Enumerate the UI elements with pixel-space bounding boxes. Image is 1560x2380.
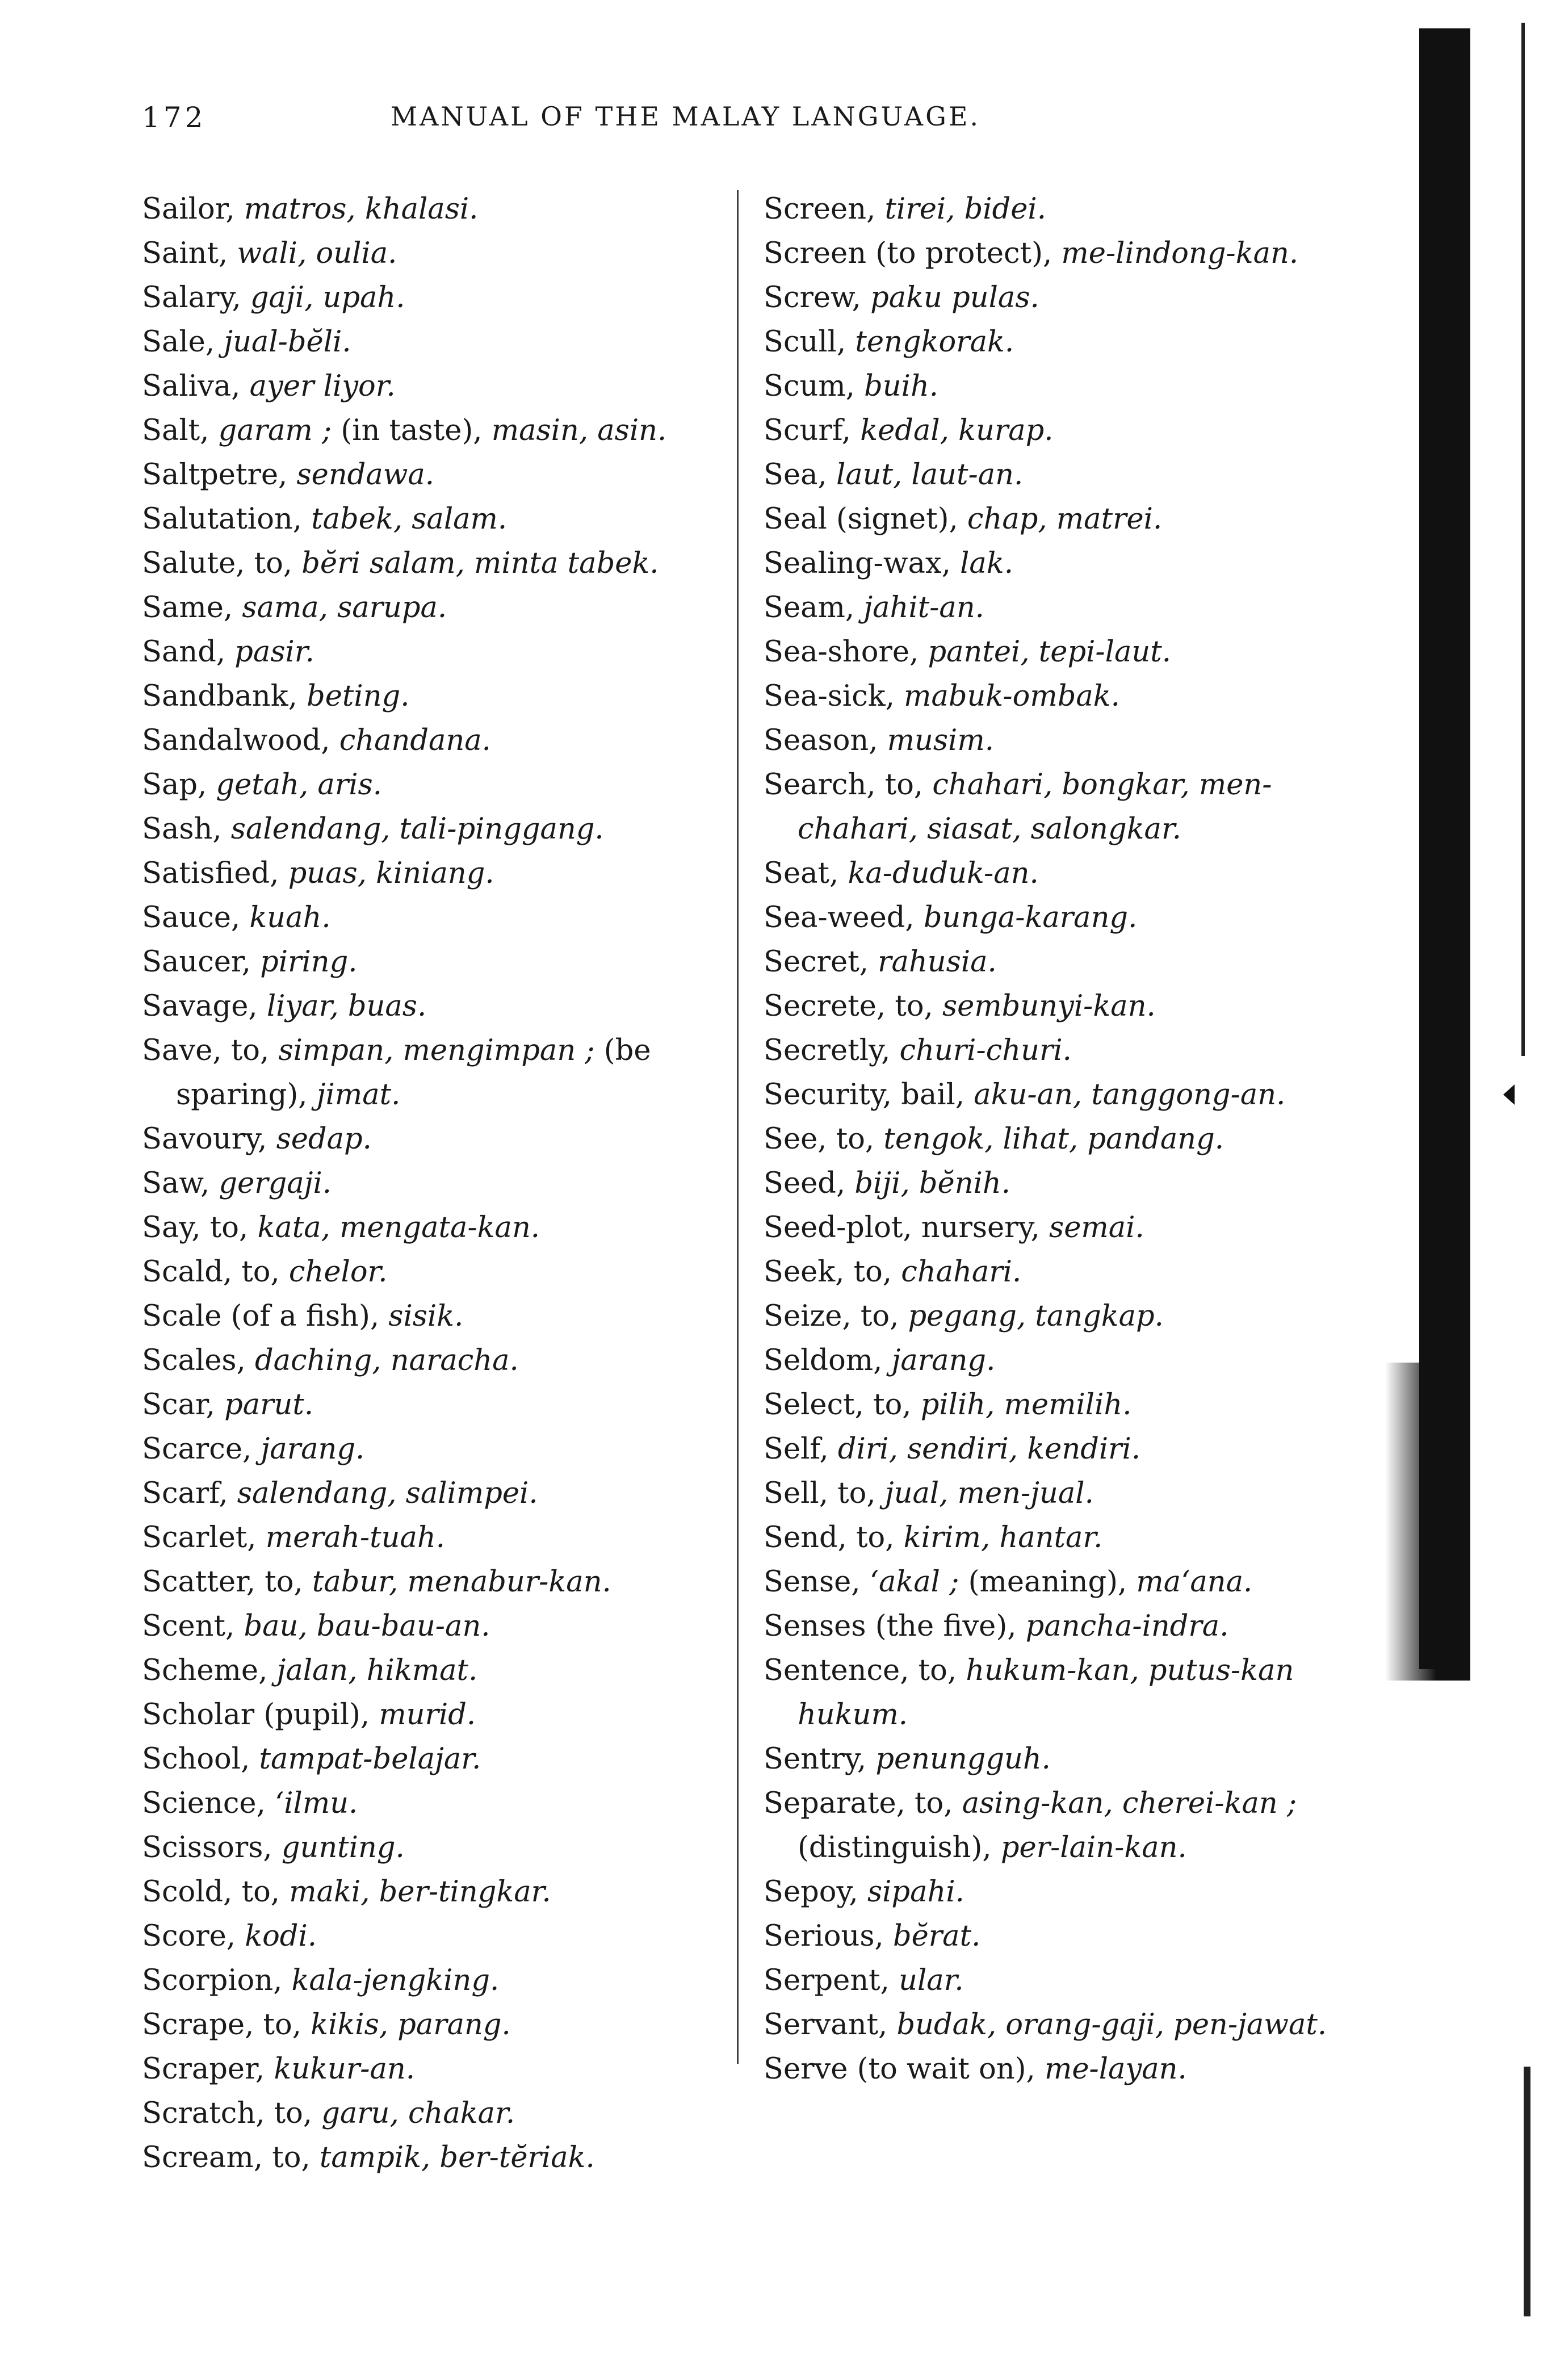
entry-headword: Say, to, [142, 1211, 258, 1245]
dictionary-entry [764, 1604, 1337, 1649]
entry-translation: tampik, ber-tĕriak. [319, 2141, 595, 2174]
entry-translation: musim. [887, 724, 994, 757]
entry-translation: maki, ber-tingkar. [289, 1875, 551, 1909]
entry-translation: jual, men-jual. [884, 1477, 1094, 1510]
entry-translation: bĕri salam, minta tabek. [301, 547, 659, 580]
entry-headword: Separate, to, [764, 1787, 962, 1820]
dictionary-entry [142, 320, 715, 364]
dictionary-entry [142, 1339, 715, 1383]
dictionary-entry [764, 1737, 1337, 1782]
dictionary-entry [764, 1073, 1337, 1117]
dictionary-entry [764, 1294, 1337, 1339]
dictionary-entry [142, 453, 715, 497]
entry-translation: pancha-indra. [1025, 1610, 1229, 1643]
entry-translation: bĕrat. [892, 1920, 981, 1953]
entry-headword: Scull, [764, 325, 856, 359]
entry-headword: Seed, [764, 1167, 855, 1200]
dictionary-entry [764, 1560, 1337, 1604]
entry-headword: Scales, [142, 1344, 255, 1377]
entry-translation: parut. [224, 1388, 314, 1422]
entry-translation: kuah. [249, 901, 331, 935]
page-edge-line-lower [1524, 2067, 1530, 2316]
entry-headword: Sell, to, [764, 1477, 885, 1510]
entry-headword: Savoury, [142, 1122, 276, 1156]
entry-headword: Select, to, [764, 1388, 921, 1422]
entry-headword: Satisfied, [142, 857, 288, 890]
entry-headword: Scheme, [142, 1654, 277, 1687]
entry-translation: ular. [899, 1964, 964, 1997]
entry-translation: garu, chakar. [321, 2097, 515, 2130]
entry-headword: Scorpion, [142, 1964, 292, 1997]
entry-headword: Scarf, [142, 1477, 237, 1510]
entry-headword: Seize, to, [764, 1300, 908, 1333]
entry-translation: matros, khalasi. [244, 192, 479, 226]
entry-headword: Savage, [142, 990, 267, 1023]
dictionary-entry [764, 1782, 1337, 1870]
entry-headword: Scraper, [142, 2052, 274, 2086]
column-divider [737, 190, 739, 2064]
entry-translation: gergaji. [219, 1167, 332, 1200]
entry-translation: salendang, salimpei. [237, 1477, 538, 1510]
entry-headword: Seldom, [764, 1344, 892, 1377]
entry-translation: buih. [864, 370, 939, 403]
entry-translation: tabek, salam. [311, 502, 508, 536]
dictionary-entry [764, 586, 1337, 630]
entry-headword: Scarlet, [142, 1521, 266, 1554]
dictionary-entry [142, 1117, 715, 1162]
entry-translation: kukur-an. [274, 2052, 415, 2086]
entry-headword: Sepoy, [764, 1875, 867, 1909]
entry-translation: sendawa. [296, 458, 434, 492]
entry-headword: Scissors, [142, 1831, 282, 1864]
dictionary-entry [142, 1959, 715, 2003]
entry-translation: maʻana. [1136, 1565, 1253, 1599]
dictionary-entry [764, 2003, 1337, 2047]
entry-headword: Saint, [142, 237, 237, 270]
entry-translation: daching, naracha. [255, 1344, 519, 1377]
entry-headword: Sealing-wax, [764, 547, 961, 580]
entry-headword: Seal (signet), [764, 502, 967, 536]
entry-headword: Scholar (pupil), [142, 1698, 379, 1732]
entry-translation: bau, bau-bau-an. [244, 1610, 490, 1643]
entry-translation: paku pulas. [870, 281, 1039, 315]
entry-translation: jalan, hikmat. [276, 1654, 478, 1687]
left-column [142, 187, 715, 2180]
entry-translation: jahit-an. [863, 591, 984, 625]
entry-translation: chelor. [288, 1255, 388, 1289]
dictionary-entry [142, 1250, 715, 1294]
entry-translation: sembunyi-kan. [942, 990, 1156, 1023]
entry-translation: semai. [1049, 1211, 1144, 1245]
entry-headword: Search, to, [764, 768, 933, 802]
entry-translation: getah, aris. [216, 768, 382, 802]
dictionary-entry [142, 1782, 715, 1826]
entry-translation: ka-duduk-an. [848, 857, 1039, 890]
right-column [764, 187, 1337, 2092]
entry-translation: me-layan. [1044, 2052, 1187, 2086]
dictionary-entry [142, 1737, 715, 1782]
entry-translation: tirei, bidei. [884, 192, 1046, 226]
entry-headword: Saltpetre, [142, 458, 297, 492]
entry-translation: kirim, hantar. [903, 1521, 1103, 1554]
dictionary-entry [764, 1117, 1337, 1162]
dictionary-entry [142, 852, 715, 896]
entry-headword: Screen (to protect), [764, 237, 1062, 270]
entry-headword: Sentence, to, [764, 1654, 966, 1687]
entry-headword: Sea-sick, [764, 680, 904, 713]
entry-translation: tengok, lihat, pandang. [883, 1122, 1224, 1156]
entry-headword: Scratch, to, [142, 2097, 322, 2130]
entry-headword: (in taste), [341, 414, 492, 447]
entry-headword: (distinguish), [798, 1831, 1001, 1864]
entry-translation: jual-bĕli. [224, 325, 351, 359]
dictionary-entry [142, 2003, 715, 2047]
entry-translation: chahari, bongkar, men-chahari, siasat, salongkar. [798, 768, 1272, 846]
entry-headword: Sandbank, [142, 680, 307, 713]
dictionary-entry [764, 852, 1337, 896]
entry-translation: gaji, upah. [250, 281, 405, 315]
entry-translation: chahari. [901, 1255, 1022, 1289]
entry-headword: Scold, to, [142, 1875, 290, 1909]
dictionary-entry [142, 1516, 715, 1560]
entry-headword: Sense, [764, 1565, 870, 1599]
entry-headword: Sauce, [142, 901, 250, 935]
entry-translation: liyar, buas. [266, 990, 427, 1023]
entry-translation: puas, kiniang. [288, 857, 494, 890]
entry-translation: ʻilmu. [275, 1787, 358, 1820]
dictionary-entry [764, 1250, 1337, 1294]
dictionary-entry [142, 1383, 715, 1427]
entry-headword: Saucer, [142, 945, 261, 979]
entry-translation: sama, sarupa. [242, 591, 447, 625]
entry-translation: sipahi. [867, 1875, 964, 1909]
dictionary-entry [142, 2092, 715, 2136]
dictionary-entry [142, 1206, 715, 1250]
entry-translation: me-lindong-kan. [1061, 237, 1299, 270]
entry-translation: budak, orang-gaji, pen-jawat. [896, 2008, 1327, 2042]
entry-translation: per-lain-kan. [1000, 1831, 1187, 1864]
entry-headword: Seed-plot, nursery, [764, 1211, 1050, 1245]
entry-translation: sisik. [388, 1300, 464, 1333]
entry-translation: churi-churi. [899, 1034, 1072, 1067]
dictionary-entry [142, 807, 715, 852]
dictionary-entry [764, 2047, 1337, 2092]
entry-headword: Scatter, to, [142, 1565, 312, 1599]
entry-translation: chandana. [339, 724, 491, 757]
entry-headword: Saliva, [142, 370, 250, 403]
entry-translation: simpan, mengimpan ; [278, 1034, 604, 1067]
margin-mark-icon [1503, 1084, 1515, 1105]
entry-translation: gunting. [281, 1831, 405, 1864]
entry-translation: kodi. [245, 1920, 317, 1953]
entry-headword: Same, [142, 591, 242, 625]
entry-translation: garam ; [218, 414, 341, 447]
entry-translation: rahusia. [878, 945, 997, 979]
entry-translation: biji, bĕnih. [854, 1167, 1010, 1200]
dictionary-entry [764, 1649, 1337, 1737]
dictionary-entry [142, 630, 715, 674]
dictionary-entry [142, 1693, 715, 1737]
dictionary-entry [142, 1029, 715, 1117]
dictionary-entry [764, 763, 1337, 852]
entry-headword: Self, [764, 1432, 838, 1466]
entry-headword: Sap, [142, 768, 216, 802]
entry-translation: diri, sendiri, kendiri. [837, 1432, 1141, 1466]
dictionary-entry [142, 276, 715, 320]
entry-translation: kala-jengking. [291, 1964, 500, 1997]
entry-translation: lak. [960, 547, 1013, 580]
entry-translation: tabur, menabur-kan. [312, 1565, 611, 1599]
entry-headword: Scar, [142, 1388, 225, 1422]
entry-headword: Sale, [142, 325, 224, 359]
entry-translation: pantei, tepi-laut. [928, 635, 1171, 669]
dictionary-entry [142, 364, 715, 409]
dictionary-entry [764, 1427, 1337, 1472]
entry-translation: jarang. [261, 1432, 365, 1466]
entry-headword: Scum, [764, 370, 865, 403]
entry-translation: laut, laut-an. [836, 458, 1024, 492]
entry-headword: Scale (of a fish), [142, 1300, 389, 1333]
entry-headword: Send, to, [764, 1521, 904, 1554]
entry-translation: merah-tuah. [265, 1521, 445, 1554]
entry-translation: masin, asin. [491, 414, 667, 447]
entry-headword: Season, [764, 724, 887, 757]
entry-translation: jimat. [316, 1078, 401, 1112]
entry-translation: mabuk-ombak. [904, 680, 1120, 713]
dictionary-entry [764, 232, 1337, 276]
entry-headword: Sash, [142, 812, 231, 846]
entry-translation: piring. [260, 945, 358, 979]
entry-translation: pilih, memilih. [920, 1388, 1132, 1422]
dictionary-entry [764, 1339, 1337, 1383]
entry-headword: Scurf, [764, 414, 861, 447]
dictionary-entry [764, 364, 1337, 409]
dictionary-entry [764, 497, 1337, 542]
dictionary-entry [142, 232, 715, 276]
entry-translation: ʻakal ; [869, 1565, 968, 1599]
entry-headword: Security, bail, [764, 1078, 974, 1112]
dictionary-entry [764, 719, 1337, 763]
entry-headword: Secrete, to, [764, 990, 942, 1023]
dictionary-entry [764, 674, 1337, 719]
dictionary-entry [764, 1516, 1337, 1560]
entry-headword: (meaning), [968, 1565, 1137, 1599]
entry-headword: Salt, [142, 414, 219, 447]
dictionary-entry [764, 409, 1337, 453]
dictionary-entry [764, 1959, 1337, 2003]
page-number: 172 [142, 101, 207, 134]
dictionary-entry [142, 2136, 715, 2180]
entry-headword: Salutation, [142, 502, 312, 536]
dictionary-entry [764, 542, 1337, 586]
dictionary-entry [142, 187, 715, 232]
dictionary-entry [142, 1472, 715, 1516]
dictionary-entry [142, 1826, 715, 1870]
dictionary-entry [764, 630, 1337, 674]
entry-translation: asing-kan, cherei-kan ; [962, 1787, 1297, 1820]
dictionary-entry [142, 542, 715, 586]
dictionary-entry [142, 1294, 715, 1339]
entry-headword: Sea, [764, 458, 836, 492]
entry-headword: Sand, [142, 635, 235, 669]
dictionary-entry [764, 1162, 1337, 1206]
entry-headword: Secretly, [764, 1034, 900, 1067]
dictionary-entry [142, 1427, 715, 1472]
entry-headword: Save, to, [142, 1034, 279, 1067]
entry-headword: Screw, [764, 281, 871, 315]
dictionary-entry [764, 1029, 1337, 1073]
dictionary-entry [764, 1383, 1337, 1427]
dictionary-entry [142, 497, 715, 542]
entry-headword: Scream, to, [142, 2141, 320, 2174]
entry-headword: Salute, to, [142, 547, 302, 580]
dictionary-entry [764, 940, 1337, 984]
entry-headword: See, to, [764, 1122, 884, 1156]
entry-translation: hukum-kan, putus-kan hukum. [798, 1654, 1294, 1732]
dictionary-entry [142, 674, 715, 719]
entry-translation: beting. [307, 680, 410, 713]
entry-translation: aku-an, tanggong-an. [974, 1078, 1286, 1112]
dictionary-entry [764, 1914, 1337, 1959]
entry-headword: School, [142, 1742, 259, 1776]
entry-headword: Scent, [142, 1610, 244, 1643]
dictionary-entry [142, 586, 715, 630]
running-title: MANUAL OF THE MALAY LANGUAGE. [391, 101, 981, 132]
dictionary-entry [142, 1914, 715, 1959]
entry-headword: Sailor, [142, 192, 244, 226]
dictionary-entry [142, 409, 715, 453]
entry-headword: Sandalwood, [142, 724, 339, 757]
dictionary-entry [764, 1206, 1337, 1250]
entry-headword: Saw, [142, 1167, 219, 1200]
dictionary-entry [764, 896, 1337, 940]
entry-translation: jarang. [891, 1344, 996, 1377]
entry-headword: Sea-weed, [764, 901, 924, 935]
dictionary-entry [764, 276, 1337, 320]
entry-headword: Senses (the five), [764, 1610, 1026, 1643]
entry-translation: murid. [379, 1698, 476, 1732]
entry-translation: kata, mengata-kan. [257, 1211, 540, 1245]
dictionary-entry [764, 1472, 1337, 1516]
dictionary-entry [142, 984, 715, 1029]
page-edge-line [1521, 23, 1525, 1056]
entry-translation: penungguh. [875, 1742, 1051, 1776]
entry-headword: Sea-shore, [764, 635, 928, 669]
entry-translation: tengkorak. [855, 325, 1014, 359]
entry-translation: bunga-karang. [923, 901, 1138, 935]
dictionary-entry [142, 2047, 715, 2092]
dictionary-entry [764, 320, 1337, 364]
dictionary-entry [142, 719, 715, 763]
binding-shadow-taper [1385, 1363, 1470, 1681]
entry-headword: Science, [142, 1787, 275, 1820]
entry-headword: Scarce, [142, 1432, 261, 1466]
dictionary-entry [142, 940, 715, 984]
dictionary-entry [764, 453, 1337, 497]
entry-translation: kikis, parang. [311, 2008, 511, 2042]
dictionary-entry [142, 763, 715, 807]
entry-translation: tampat-belajar. [259, 1742, 481, 1776]
entry-headword: Seat, [764, 857, 848, 890]
dictionary-entry [142, 896, 715, 940]
dictionary-entry [142, 1649, 715, 1693]
entry-translation: chap, matrei. [967, 502, 1163, 536]
entry-headword: Serpent, [764, 1964, 899, 1997]
entry-translation: salendang, tali-pinggang. [230, 812, 604, 846]
entry-translation: ayer liyor. [249, 370, 396, 403]
dictionary-entry [142, 1162, 715, 1206]
dictionary-entry [764, 984, 1337, 1029]
entry-translation: sedap. [276, 1122, 372, 1156]
entry-headword: Sentry, [764, 1742, 876, 1776]
entry-headword: Secret, [764, 945, 878, 979]
entry-headword: Seek, to, [764, 1255, 901, 1289]
entry-headword: Serious, [764, 1920, 893, 1953]
entry-headword: Screen, [764, 192, 885, 226]
entry-headword: Seam, [764, 591, 864, 625]
dictionary-entry [764, 187, 1337, 232]
entry-translation: wali, oulia. [237, 237, 397, 270]
dictionary-entry [142, 1870, 715, 1914]
entry-translation: pasir. [234, 635, 314, 669]
dictionary-entry [142, 1560, 715, 1604]
entry-headword: (be sparing), [176, 1034, 651, 1112]
entry-headword: Serve (to wait on), [764, 2052, 1045, 2086]
entry-headword: Score, [142, 1920, 245, 1953]
entry-headword: Scrape, to, [142, 2008, 311, 2042]
entry-translation: pegang, tangkap. [908, 1300, 1164, 1333]
entry-translation: kedal, kurap. [860, 414, 1054, 447]
dictionary-entry [764, 1870, 1337, 1914]
entry-headword: Scald, to, [142, 1255, 289, 1289]
dictionary-entry [142, 1604, 715, 1649]
entry-headword: Salary, [142, 281, 250, 315]
entry-headword: Servant, [764, 2008, 897, 2042]
